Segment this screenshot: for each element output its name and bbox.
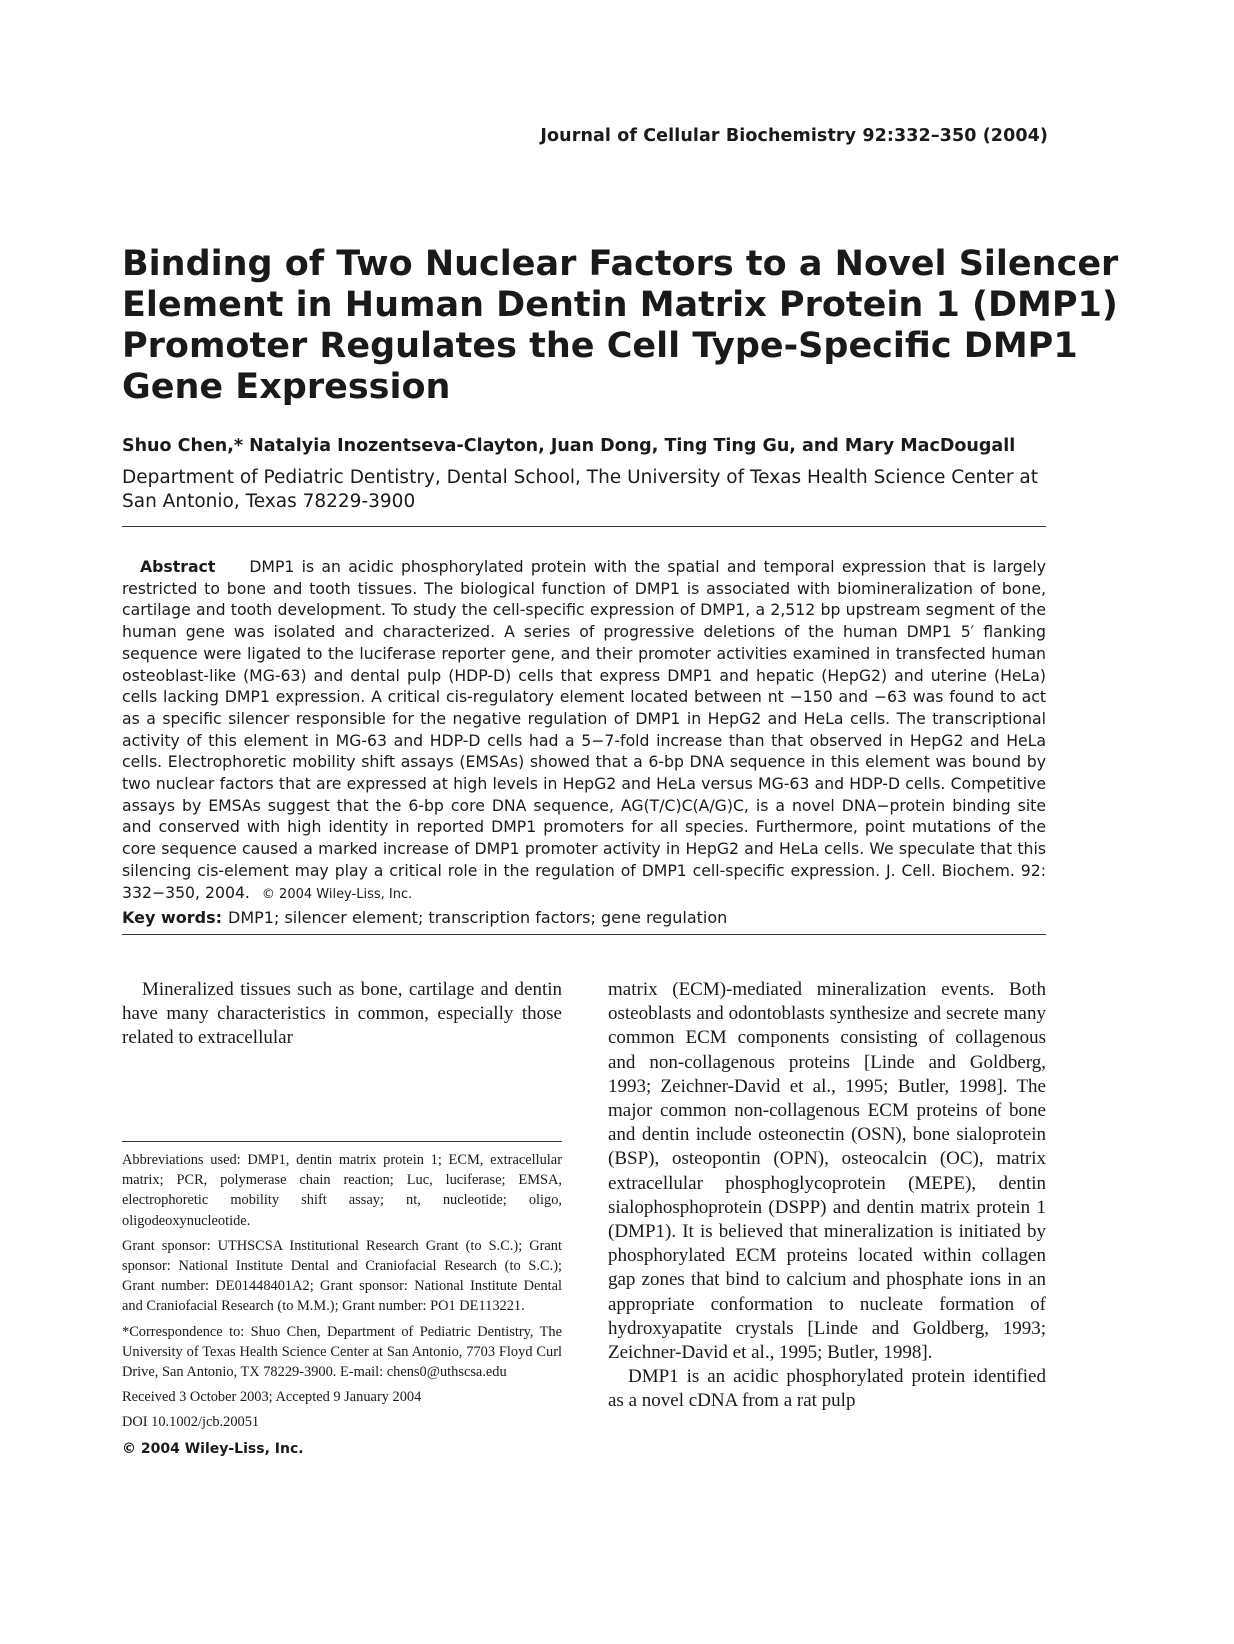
title-line: Gene Expression xyxy=(122,367,451,407)
footnote-abbreviations: Abbreviations used: DMP1, dentin matrix protein 1; ECM, extracellular matrix; PCR, polymerase chain reaction; Luc, luciferase; EMSA, electrophoretic mobility shift assay; nt, nucleotide; oligo, oligodeoxynucleotide. xyxy=(122,1152,562,1229)
affiliation xyxy=(122,466,1038,514)
author-list: Shuo Chen,* Natalyia Inozentseva-Clayton, Juan Dong, Ting Ting Gu, and Mary MacDougall xyxy=(122,436,1016,456)
body-right-column xyxy=(608,978,1046,1414)
keywords-label: Key words: xyxy=(122,908,223,927)
body-left-column: Mineralized tissues such as bone, cartilage and dentin have many characteristics in common, especially those related to extracellular xyxy=(122,979,562,1049)
footnotes xyxy=(122,1150,562,1464)
body-paragraph: DMP1 is an acidic phosphorylated protein identified as a novel cDNA from a rat pulp xyxy=(608,1366,1046,1412)
footnote-grants: Grant sponsor: UTHSCSA Institutional Research Grant (to S.C.); Grant sponsor: National Institute Dental and Craniofacial Research (to S.C.); Grant number: DE01448401A2; Grant sponsor: National Institute Dental and Craniofacial Research (to M.M.); Grant number: PO1 DE113221. xyxy=(122,1237,562,1315)
body-top-rule xyxy=(122,934,1046,935)
title-line: Promoter Regulates the Cell Type-Specific DMP1 xyxy=(122,326,1078,366)
footnote-doi: DOI 10.1002/jcb.20051 xyxy=(122,1414,260,1431)
abstract-copyright: © 2004 Wiley-Liss, Inc. xyxy=(261,886,413,902)
keywords xyxy=(122,908,727,927)
abstract-label: Abstract xyxy=(140,557,216,576)
abstract xyxy=(122,556,1046,905)
abstract-top-rule xyxy=(122,526,1046,527)
affiliation-line: Department of Pediatric Dentistry, Dental School, The University of Texas Health Science Center at xyxy=(122,467,1038,488)
title-line: Element in Human Dentin Matrix Protein 1 (DMP1) xyxy=(122,285,1118,325)
journal-header: Journal of Cellular Biochemistry 92:332–350 (2004) xyxy=(540,126,1048,146)
keywords-text: DMP1; silencer element; transcription factors; gene regulation xyxy=(228,908,728,927)
footnote-rule xyxy=(122,1141,562,1142)
article-title xyxy=(122,244,1119,408)
title-line: Binding of Two Nuclear Factors to a Novel Silencer xyxy=(122,244,1119,284)
body-paragraph: matrix (ECM)-mediated mineralization events. Both osteoblasts and odontoblasts synthesize and secrete many common ECM components consisting of collagenous and non-collagenous proteins [Linde and Goldberg, 1993; Zeichner-David et al., 1995; Butler, 1998]. The major common non-collagenous ECM proteins of bone and dentin include osteonectin (OSN), bone sialoprotein (BSP), osteopontin (OPN), osteocalcin (OC), matrix extracellular phosphoglycoprotein (MEPE), dentin sialophosphoprotein (DSPP) and dentin matrix protein 1 (DMP1). It is believed that mineralization is initiated by phosphorylated ECM proteins located within collagen gap zones that bind to calcium and phosphate ions in an appropriate conformation to nucleate formation of hydroxyapatite crystals [Linde and Goldberg, 1993; Zeichner-David et al., 1995; Butler, 1998]. xyxy=(608,979,1046,1364)
footnote-copyright: © 2004 Wiley-Liss, Inc. xyxy=(122,1440,304,1457)
abstract-text: DMP1 is an acidic phosphorylated protein with the spatial and temporal expression that is largely restricted to bone and tooth tissues. The biological function of DMP1 is associated with biomineralization of bone, cartilage and tooth development. To study the cell-specific expression of DMP1, a 2,512 bp upstream segment of the human gene was isolated and characterized. A series of progressive deletions of the human DMP1 5′ flanking sequence were ligated to the luciferase reporter gene, and their promoter activities examined in transfected human osteoblast-like (MG-63) and dental pulp (HDP-D) cells that express DMP1 and hepatic (HepG2) and uterine (HeLa) cells lacking DMP1 expression. A critical cis-regulatory element located between nt −150 and −63 was found to act as a specific silencer responsible for the negative regulation of DMP1 in HepG2 and HeLa cells. The transcriptional activity of this element in MG-63 and HDP-D cells had a 5−7-fold increase than that observed in HepG2 and HeLa cells. Electrophoretic mobility shift assays (EMSAs) showed that a 6-bp DNA sequence in this element was bound by two nuclear factors that are expressed at high levels in HepG2 and HeLa versus MG-63 and HDP-D cells. Competitive assays by EMSAs suggest that the 6-bp core DNA sequence, AG(T/C)C(A/G)C, is a novel DNA−protein binding site and conserved with high identity in reported DMP1 promoters for all species. Furthermore, point mutations of the core sequence caused a marked increase of DMP1 promoter activity in HepG2 and HeLa cells. We speculate that this silencing cis-element may play a critical role in the regulation of DMP1 cell-specific expression. J. Cell. Biochem. 92: 332−350, 2004. xyxy=(122,557,1046,902)
footnote-received: Received 3 October 2003; Accepted 9 January 2004 xyxy=(122,1389,422,1406)
affiliation-line: San Antonio, Texas 78229-3900 xyxy=(122,491,416,512)
footnote-correspondence: *Correspondence to: Shuo Chen, Department of Pediatric Dentistry, The University of Texas Health Science Center at San Antonio, 7703 Floyd Curl Drive, San Antonio, TX 78229-3900. E-mail: chens0@uthscsa.edu xyxy=(122,1323,562,1381)
